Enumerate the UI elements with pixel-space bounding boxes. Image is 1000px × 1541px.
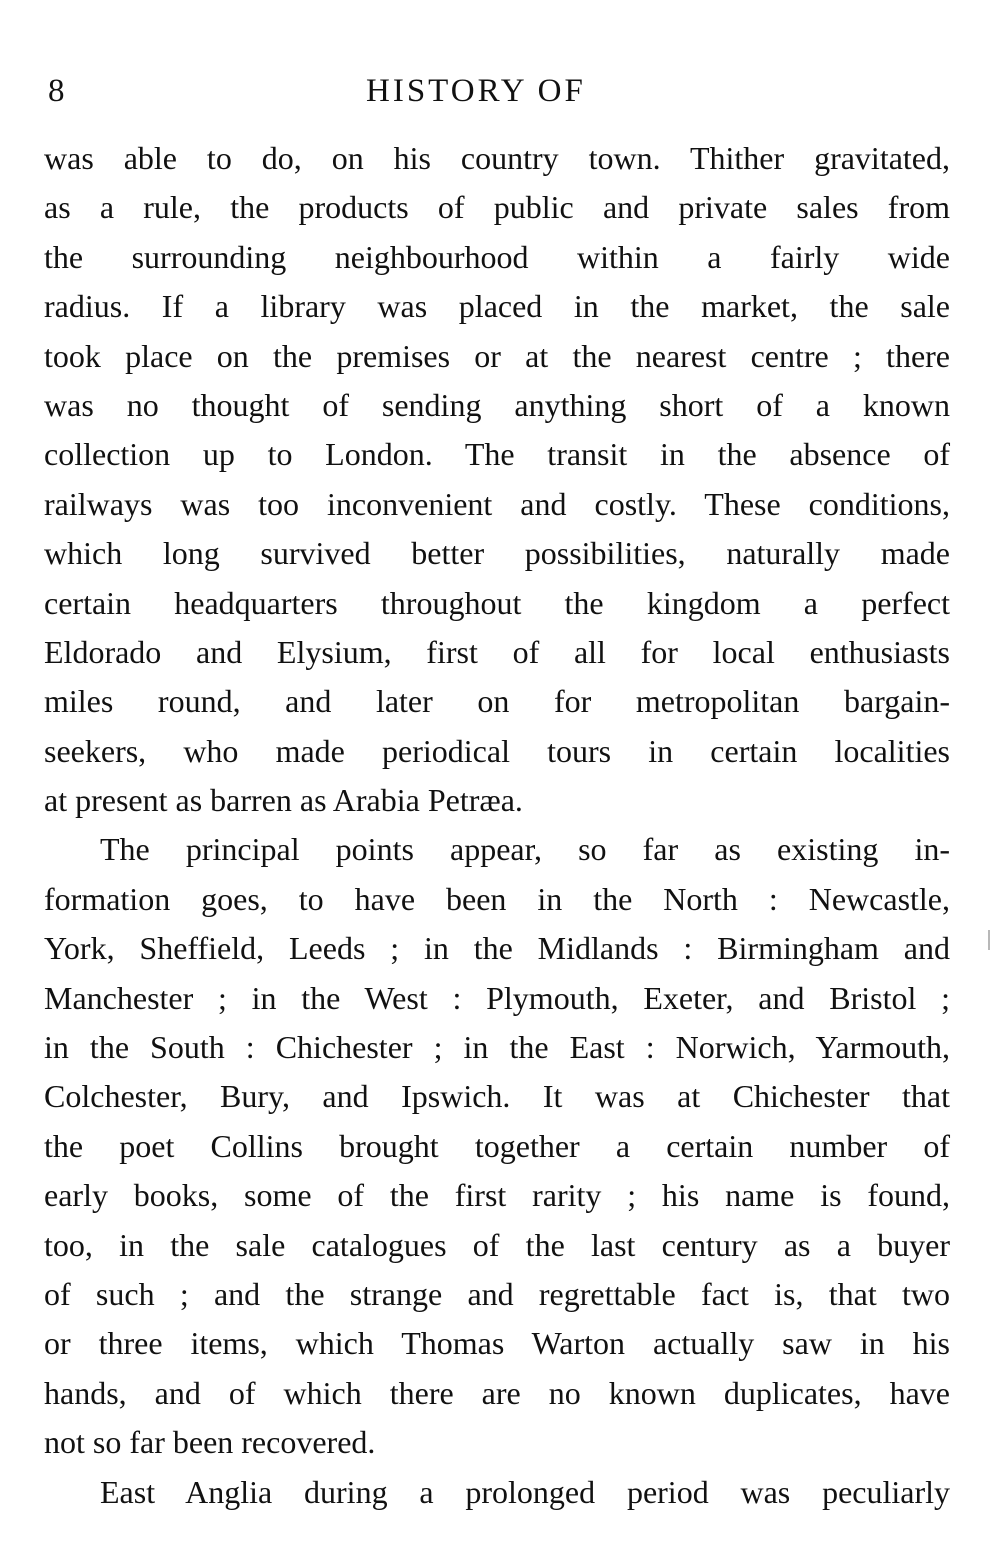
body-text — [44, 134, 950, 1517]
text-line: the poet Collins brought together a certain number of — [44, 1127, 950, 1164]
text-line: was no thought of sending anything short of a known — [44, 386, 950, 423]
text-line: York, Sheffield, Leeds ; in the Midlands : Birmingham and — [44, 930, 950, 967]
page-number: 8 — [48, 73, 65, 109]
text-line: as a rule, the products of public and private sales from — [44, 189, 950, 226]
text-line: at present as barren as Arabia Petræa. — [44, 782, 523, 819]
text-line: formation goes, to have been in the North : Newcastle, — [44, 880, 950, 917]
text-line: hands, and of which there are no known duplicates, have — [44, 1374, 950, 1411]
text-line: collection up to London. The transit in the absence of — [44, 436, 950, 473]
text-line: in the South : Chichester ; in the East : Norwich, Yarmouth, — [44, 1029, 950, 1066]
text-line: radius. If a library was placed in the market, the sale — [44, 288, 950, 325]
text-line: miles round, and later on for metropolitan bargain- — [44, 683, 950, 720]
paragraph-1 — [44, 134, 950, 825]
text-line: was able to do, on his country town. Thither gravitated, — [44, 140, 950, 176]
text-line: Eldorado and Elysium, first of all for local enthusiasts — [44, 633, 950, 670]
text-line: Manchester ; in the West : Plymouth, Exeter, and Bristol ; — [44, 979, 950, 1016]
text-line: or three items, which Thomas Warton actually saw in his — [44, 1325, 950, 1362]
text-line: East Anglia during a prolonged period was peculiarly — [100, 1473, 950, 1510]
paragraph-2 — [44, 825, 950, 1467]
text-line: the surrounding neighbourhood within a fairly wide — [44, 238, 950, 275]
text-line: which long survived better possibilities, naturally made — [44, 535, 950, 572]
text-line: not so far been recovered. — [44, 1424, 376, 1461]
paragraph-3 — [44, 1468, 950, 1517]
text-line: Colchester, Bury, and Ipswich. It was at Chichester that — [44, 1078, 950, 1115]
text-line: The principal points appear, so far as existing in- — [100, 831, 950, 868]
text-line: railways was too inconvenient and costly. These conditions, — [44, 485, 950, 522]
text-line: early books, some of the first rarity ; his name is found, — [44, 1177, 950, 1214]
text-line: seekers, who made periodical tours in certain localities — [44, 732, 950, 769]
text-line: of such ; and the strange and regrettable fact is, that two — [44, 1275, 950, 1312]
text-line: too, in the sale catalogues of the last century as a buyer — [44, 1226, 950, 1263]
text-line: took place on the premises or at the nearest centre ; there — [44, 337, 950, 374]
margin-mark — [988, 930, 990, 950]
running-title: HISTORY OF — [366, 73, 586, 109]
running-header — [48, 66, 958, 116]
text-line: certain headquarters throughout the kingdom a perfect — [44, 584, 950, 621]
